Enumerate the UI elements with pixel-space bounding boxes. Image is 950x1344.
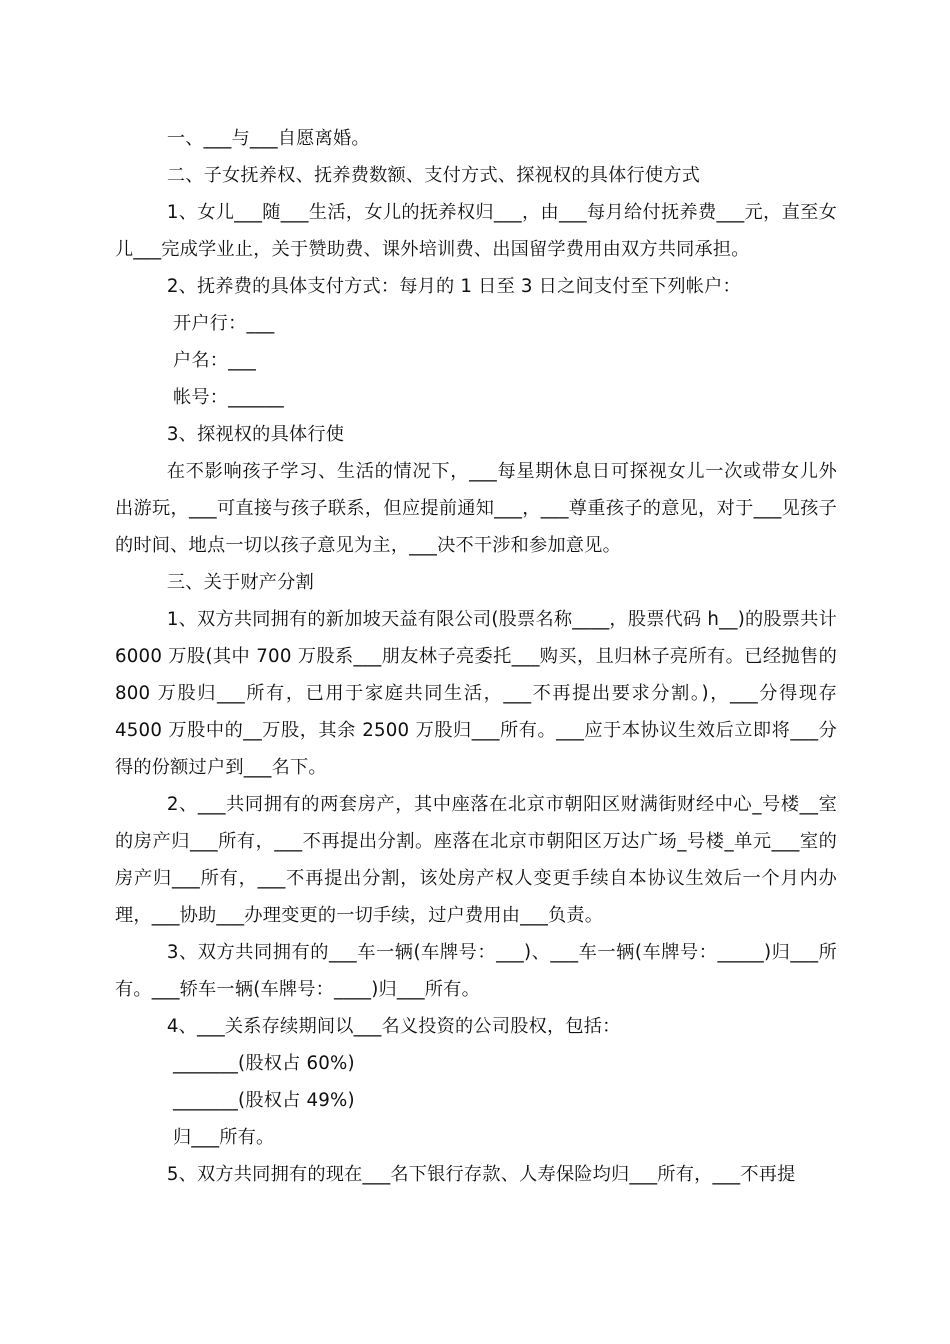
equity-item-49: _______(股权占 49%)	[173, 1090, 355, 1111]
equity-ownership: 归___所有。	[173, 1127, 275, 1148]
document-body	[115, 120, 837, 1193]
clause-divorce-agreement: 一、___与___自愿离婚。	[166, 128, 370, 149]
clause-visitation-details: 在不影响孩子学习、生活的情况下，___每星期休息日可探视女儿一次或带女儿外出游玩，___可直接与孩子联系，但应提前通知___，___尊重孩子的意见，对于___见孩子的时间、地点一切以孩子意见为主，___决不干涉和参加意见。	[115, 461, 837, 556]
clause-custody-support: 1、女儿___随___生活，女儿的抚养权归___，由___每月给付抚养费___元，直至女儿___完成学业止，关于赞助费、课外培训费、出国留学费用由双方共同承担。	[115, 202, 837, 260]
clause-payment-method: 2、抚养费的具体支付方式：每月的 1 日至 3 日之间支付至下列帐户：	[166, 276, 741, 297]
field-bank-name: 开户行：___	[173, 313, 275, 334]
equity-item-60: _______(股权占 60%)	[173, 1053, 355, 1074]
clause-vehicles: 3、双方共同拥有的___车一辆(车牌号：___)、___车一辆(车牌号：_____)归___所有。___轿车一辆(车牌号：____)归___所有。	[115, 942, 837, 1000]
field-account-name: 户名：___	[173, 350, 257, 371]
clause-real-estate: 2、___共同拥有的两套房产，其中座落在北京市朝阳区财满街财经中心_号楼__室的房产归___所有，___不再提出分割。座落在北京市朝阳区万达广场_号楼_单元___室的房产归___所有，___不再提出分割，该处房产权人变更手续自本协议生效后一个月内办理，___协助___办理变更的一切手续，过户费用由___负责。	[115, 794, 837, 926]
clause-visitation-heading: 3、探视权的具体行使	[166, 424, 345, 445]
clause-shares: 1、双方共同拥有的新加坡天益有限公司(股票名称____，股票代码 h__)的股票共计 6000 万股(其中 700 万股系___朋友林子亮委托___购买，且归林子亮所有。已经抛售的 800 万股归___所有，已用于家庭共同生活，___不再提出要求分割。)，___分得现存 4500 万股中的__万股，其余 2500 万股归___所有。___应于本协议生效后立即将___分得的份额过户到___名下。	[115, 609, 837, 778]
clause-equity-intro: 4、___关系存续期间以___名义投资的公司股权，包括：	[166, 1016, 621, 1037]
section-heading-property: 三、关于财产分割	[166, 572, 314, 593]
field-account-number: 帐号：______	[173, 387, 284, 408]
section-heading-child-custody: 二、子女抚养权、抚养费数额、支付方式、探视权的具体行使方式	[166, 165, 701, 186]
clause-deposits-insurance: 5、双方共同拥有的现在___名下银行存款、人寿保险均归___所有，___不再提	[166, 1164, 796, 1185]
